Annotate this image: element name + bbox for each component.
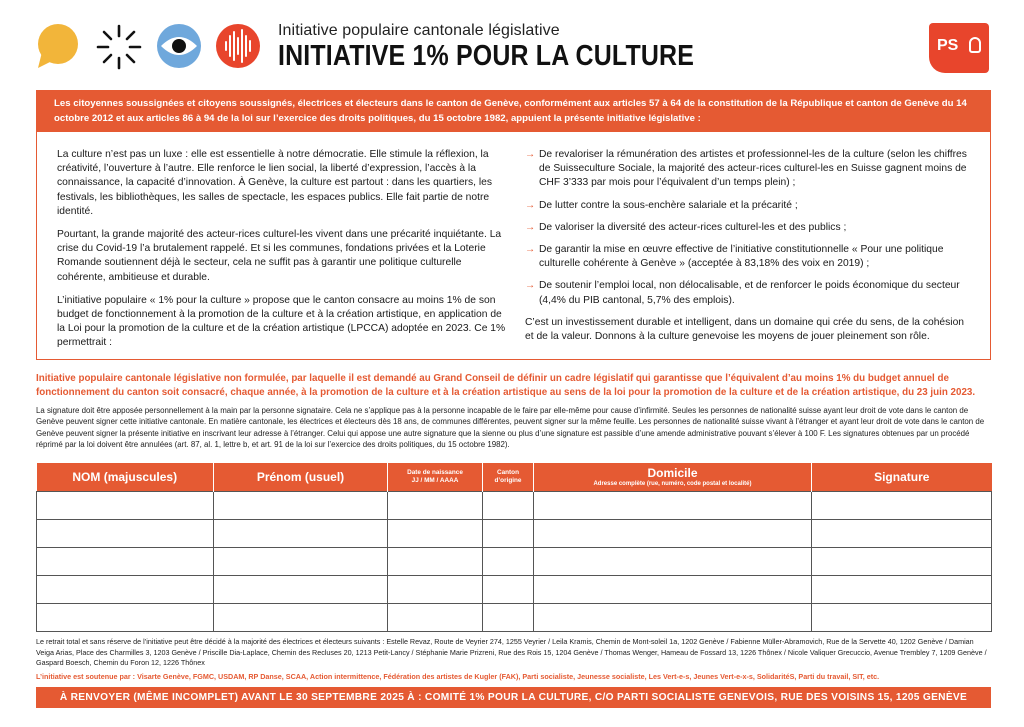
return-address-bar: À RENVOYER (MÊME INCOMPLET) AVANT LE 30 SEPTEMBRE 2025 À : COMITÉ 1% POUR LA CULTURE, C/O PARTI SOCIALISTE GENEVOIS, RUE DES VOISINS 15, 1205 GENÈVE [36,687,991,708]
eye-icon [156,22,202,72]
canton-cell[interactable] [483,491,534,519]
table-row [37,575,992,603]
argument-paragraph: La culture n’est pas un luxe : elle est essentielle à notre démocratie. Elle stimule la réflexion, la créativité, l’ouverture à l’autre. Elle renforce le lien social, la liberté d’expression, l’accès à la connaissance, la capacité d’innovation. À Genève, la culture est partout : dans les quartiers, les festivals, les bibliothèques, les salles de spectacle, les espaces publics. Elle fait partie de notre identité. [57,149,493,217]
nom-cell[interactable] [37,547,214,575]
prenom-cell[interactable] [214,491,388,519]
prenom-cell[interactable] [214,547,388,575]
ps-logo [929,23,989,73]
goal-text: De valoriser la diversité des acteur-rices culturel-les et des publics ; [539,221,847,233]
goal-text: De garantir la mise en œuvre effective de l’initiative constitutionnelle « Pour une politique culturelle cohérente à Genève » (acceptée à 83,18% des voix en 2019) ; [539,244,944,270]
arrow-right-icon: → [525,149,536,160]
prenom-cell[interactable] [214,575,388,603]
domicile-cell[interactable] [534,547,812,575]
goal-item [525,279,970,307]
argument-paragraph: L’initiative populaire « 1% pour la culture » propose que le canton consacre au moins 1% de son budget de fonctionnement à la promotion de la culture et à la création artistique, en application de la Loi pour la promotion de la culture et de la création artistique (LPCCA) adoptée en 2023. Ce 1% permettrait : [57,294,506,349]
nom-cell[interactable] [37,491,214,519]
column-header-prenom: Prénom (usuel) [214,463,388,491]
supporters-lead: L’initiative est soutenue par : [36,672,136,681]
supporters-list: Visarte Genève, FGMC, USDAM, RP Danse, SCAA, Action intermittence, Fédération des artistes de Kugler (FAK), Parti socialiste, Jeunesse socialiste, Les Vert-e-s, Jeunes Vert-e-x-s, SolidaritéS, Parti du travail, SIT, etc. [137,672,880,681]
withdrawal-committee: Le retrait total et sans réserve de l’initiative peut être décidé à la majorité des électrices et électeurs suivants : Estelle Revaz, Route de Veyrier 274, 1255 Veyrier / Leila Kramis, Chemin de Mont-soleil 1a, 1202 Genève / Fabienne Müller-Abramovich, Rue de la Servette 40, 1202 Genève / Damian Veiga Arias, Place des Charmilles 3, 1203 Genève / Priscille Dia-Laplace, Chemin des Recluses 20, 1213 Petit-Lancy / Stéphanie Marie Prizreni, Rue des Rois 15, 1204 Genève / Thomas Wenger, Hameau de Fossard 13, 1226 Thônex / Nicole Valiquer Grecuccio, Avenue Trembley 7, 1209 Genève / Gaspard Boesch, Chemin du Foron 12, 1226 Thônex [36,637,987,667]
nom-cell[interactable] [37,575,214,603]
canton-cell[interactable] [483,603,534,631]
signature-cell[interactable] [812,547,992,575]
signature-cell[interactable] [812,575,992,603]
goal-text: De soutenir l’emploi local, non délocalisable, et de renforcer le poids économique du secteur (4,4% du PIB cantonal, 5,7% des emplois). [539,280,960,306]
birthdate-cell[interactable] [388,491,483,519]
speech-bubble-icon [34,22,82,72]
nom-cell[interactable] [37,603,214,631]
signature-cell[interactable] [812,519,992,547]
column-header-birthdate: Date de naissance JJ / MM / AAAA [388,463,483,491]
domicile-cell[interactable] [534,519,812,547]
arrow-right-icon: → [525,244,536,256]
domicile-cell[interactable] [534,603,812,631]
goal-item [525,148,970,191]
domicile-cell[interactable] [534,491,812,519]
closing-statement: C’est un investissement durable et intelligent, dans un domaine qui crée du sens, de la cohésion et de la valeur. Donnons à la culture genevoise les moyens de jouer pleinement son rôle. [525,316,965,343]
goal-text: De lutter contre la sous-enchère salariale et la précarité ; [539,199,798,211]
column-header-canton: Canton d’origine [483,463,534,491]
goal-item [525,243,970,271]
nom-cell[interactable] [37,519,214,547]
prenom-cell[interactable] [214,603,388,631]
legal-notice: La signature doit être apposée personnellement à la main par la personne signataire. Cela ne s’applique pas à la personne incapable de le faire par elle-même pour cause d’infirmité. Seules les personnes de nationalité suisse ayant leur droit de vote dans le canton de Genève peuvent signer cette initiative cantonale. En matière cantonale, les électrices et électeurs dès 18 ans, de communes différentes, peuvent signer sur la même feuille. Les personnes de nationalité suisse vivant à l’étranger et ayant leur droit de vote dans le canton de Genève peuvent signer la présente initiative en inscrivant leur adresse à l’étranger. Celui qui appose une autre signature que la sienne ou plus d’une signature est passible d’une amende administrative pouvant s’élever à 100 F. Les signatures obtenues par un procédé réprimé par la loi doivent être annulées (art. 87, al. 1, lettre b, et art. 91 de la loi sur l’exercice des droits politiques, du 15 octobre 1982). [36,406,985,449]
column-header-domicile: Domicile Adresse complète (rue, numéro, code postal et localité) [534,463,812,491]
formal-initiative-text: Initiative populaire cantonale législative non formulée, par laquelle il est demandé au Grand Conseil de définir un cadre législatif qui garantisse que l’équivalent d’au moins 1% du budget annuel de fonctionnement du canton soit consacré, chaque année, à la promotion de la culture et à la création artistique au sens de la loi pour la promotion de la culture et de la création artistique, du 23 juin 2023. [36,373,976,398]
sound-wave-icon [214,22,262,72]
arrow-right-icon: → [525,199,536,211]
birthdate-cell[interactable] [388,575,483,603]
page-title: INITIATIVE 1% POUR LA CULTURE [278,40,695,72]
goal-text: De revaloriser la rémunération des artistes et professionnel-les de la culture (selon les chiffres de Suisseculture Sociale, la majorité des acteur-rices culturel-les en Suisse gagnent moins de CHF 3’333 par mois pour l’équivalent d’un temps plein) ; [539,149,967,189]
signature-table [36,463,992,632]
arrow-right-icon: → [525,280,536,292]
supporters-line [36,672,991,681]
table-row [37,547,992,575]
goal-item [525,221,970,235]
goal-item [525,199,970,213]
argument-box [36,132,991,360]
birthdate-cell[interactable] [388,603,483,631]
signature-table-header [37,463,992,491]
canton-cell[interactable] [483,575,534,603]
birthdate-cell[interactable] [388,547,483,575]
rose-icon [969,37,981,53]
argument-left-column [57,148,507,360]
header-icons [34,22,264,72]
intro-banner: Les citoyennes soussignées et citoyens soussignés, électrices et électeurs dans le canton de Genève, conformément aux articles 57 à 64 de la constitution de la République et canton de Genève du 14 octobre 2012 et aux articles 86 à 94 de la loi sur l’exercice des droits politiques, du 15 octobre 1982, appuient la présente initiative législative : [36,90,991,132]
ps-logo-text: PS [937,37,959,54]
table-row [37,491,992,519]
prenom-cell[interactable] [214,519,388,547]
argument-right-column [525,148,970,344]
domicile-cell[interactable] [534,575,812,603]
signature-cell[interactable] [812,603,992,631]
table-row [37,603,992,631]
sparkle-icon [94,22,144,72]
table-row [37,519,992,547]
birthdate-cell[interactable] [388,519,483,547]
signature-cell[interactable] [812,491,992,519]
column-header-nom: NOM (majuscules) [37,463,214,491]
canton-cell[interactable] [483,519,534,547]
column-header-signature: Signature [812,463,992,491]
initiative-kicker: Initiative populaire cantonale législative [278,22,560,39]
argument-paragraph: Pourtant, la grande majorité des acteur-rices culturel-les vivent dans une précarité inquiétante. La crise du Covid-19 l’a brutalement rappelé. Et si les communes, fondations privées et la Loterie Romande soutiennent déjà le secteur, cela ne suffit pas à garantir une politique culturelle cohérente, ambitieuse et durable. [57,229,502,283]
arrow-right-icon: → [525,221,536,233]
canton-cell[interactable] [483,547,534,575]
